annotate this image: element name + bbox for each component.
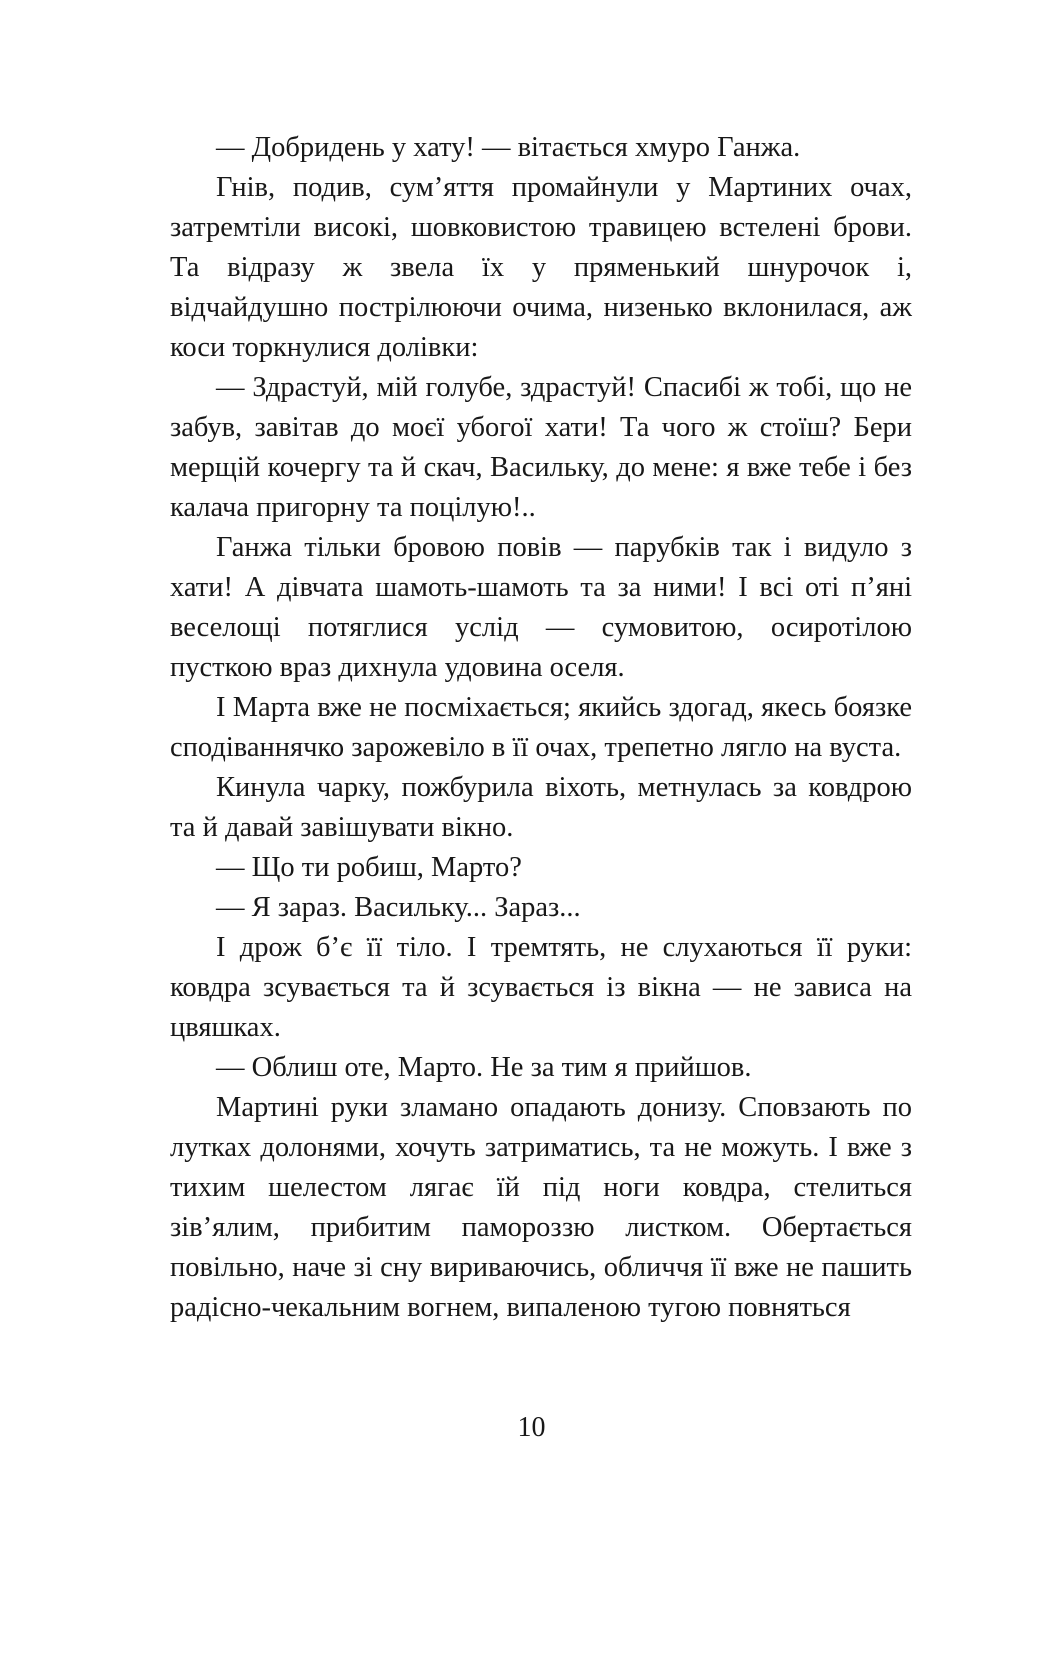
paragraph: — Добридень у хату! — вітається хмуро Ганжа. [216, 132, 801, 163]
paragraph: І дрож б’є її тіло. І тремтять, не слухаються її руки: ковдра зсувається та й зсувається із вікна — не зависа на цвяшках. [170, 932, 912, 1043]
paragraph: Кинула чарку, пожбурила віхоть, метнулась за ковдрою та й давай завішувати вікно. [170, 772, 912, 843]
paragraph: — Що ти робиш, Марто? [216, 852, 522, 883]
paragraph: Ганжа тільки бровою повів — парубків так і видуло з хати! А дівчата шамоть-шамоть та за ними! І всі оті п’яні веселощі потяглися услід — сумовитою, осиротілою пусткою враз дихнула удовина оселя. [170, 532, 912, 683]
paragraph: Мартині руки зламано опадають донизу. Сповзають по лутках долонями, хочуть затриматись, та не можуть. І вже з тихим шелестом лягає їй під ноги ковдра, стелиться зів’ялим, прибитим памороззю листком. Обертається повільно, наче зі сну вириваючись, обличчя її вже не пашить радісно-чекальним вогнем, випаленою тугою повняться [170, 1092, 912, 1323]
page-number: 10 [517, 1412, 546, 1443]
page-text [170, 128, 912, 1328]
paragraph: І Марта вже не посміхається; якийсь здогад, якесь боязке сподіваннячко зарожевіло в її очах, трепетно лягло на вуста. [170, 692, 912, 763]
paragraph: — Здрастуй, мій голубе, здрастуй! Спасибі ж тобі, що не забув, завітав до моєї убогої хати! Та чого ж стоїш? Бери мерщій кочергу та й скач, Васильку, до мене: я вже тебе і без калача пригорну та поцілую!.. [170, 372, 912, 523]
paragraph: — Облиш оте, Марто. Не за тим я прийшов. [216, 1052, 752, 1083]
paragraph: — Я зараз. Васильку... Зараз... [216, 892, 581, 923]
paragraph: Гнів, подив, сум’яття промайнули у Мартиних очах, затремтіли високі, шовковистою травицею встелені брови. Та відразу ж звела їх у пряменький шнурочок і, відчайдушно пострілюючи очима, низенько вклонилася, аж коси торкнулися долівки: [170, 172, 912, 363]
